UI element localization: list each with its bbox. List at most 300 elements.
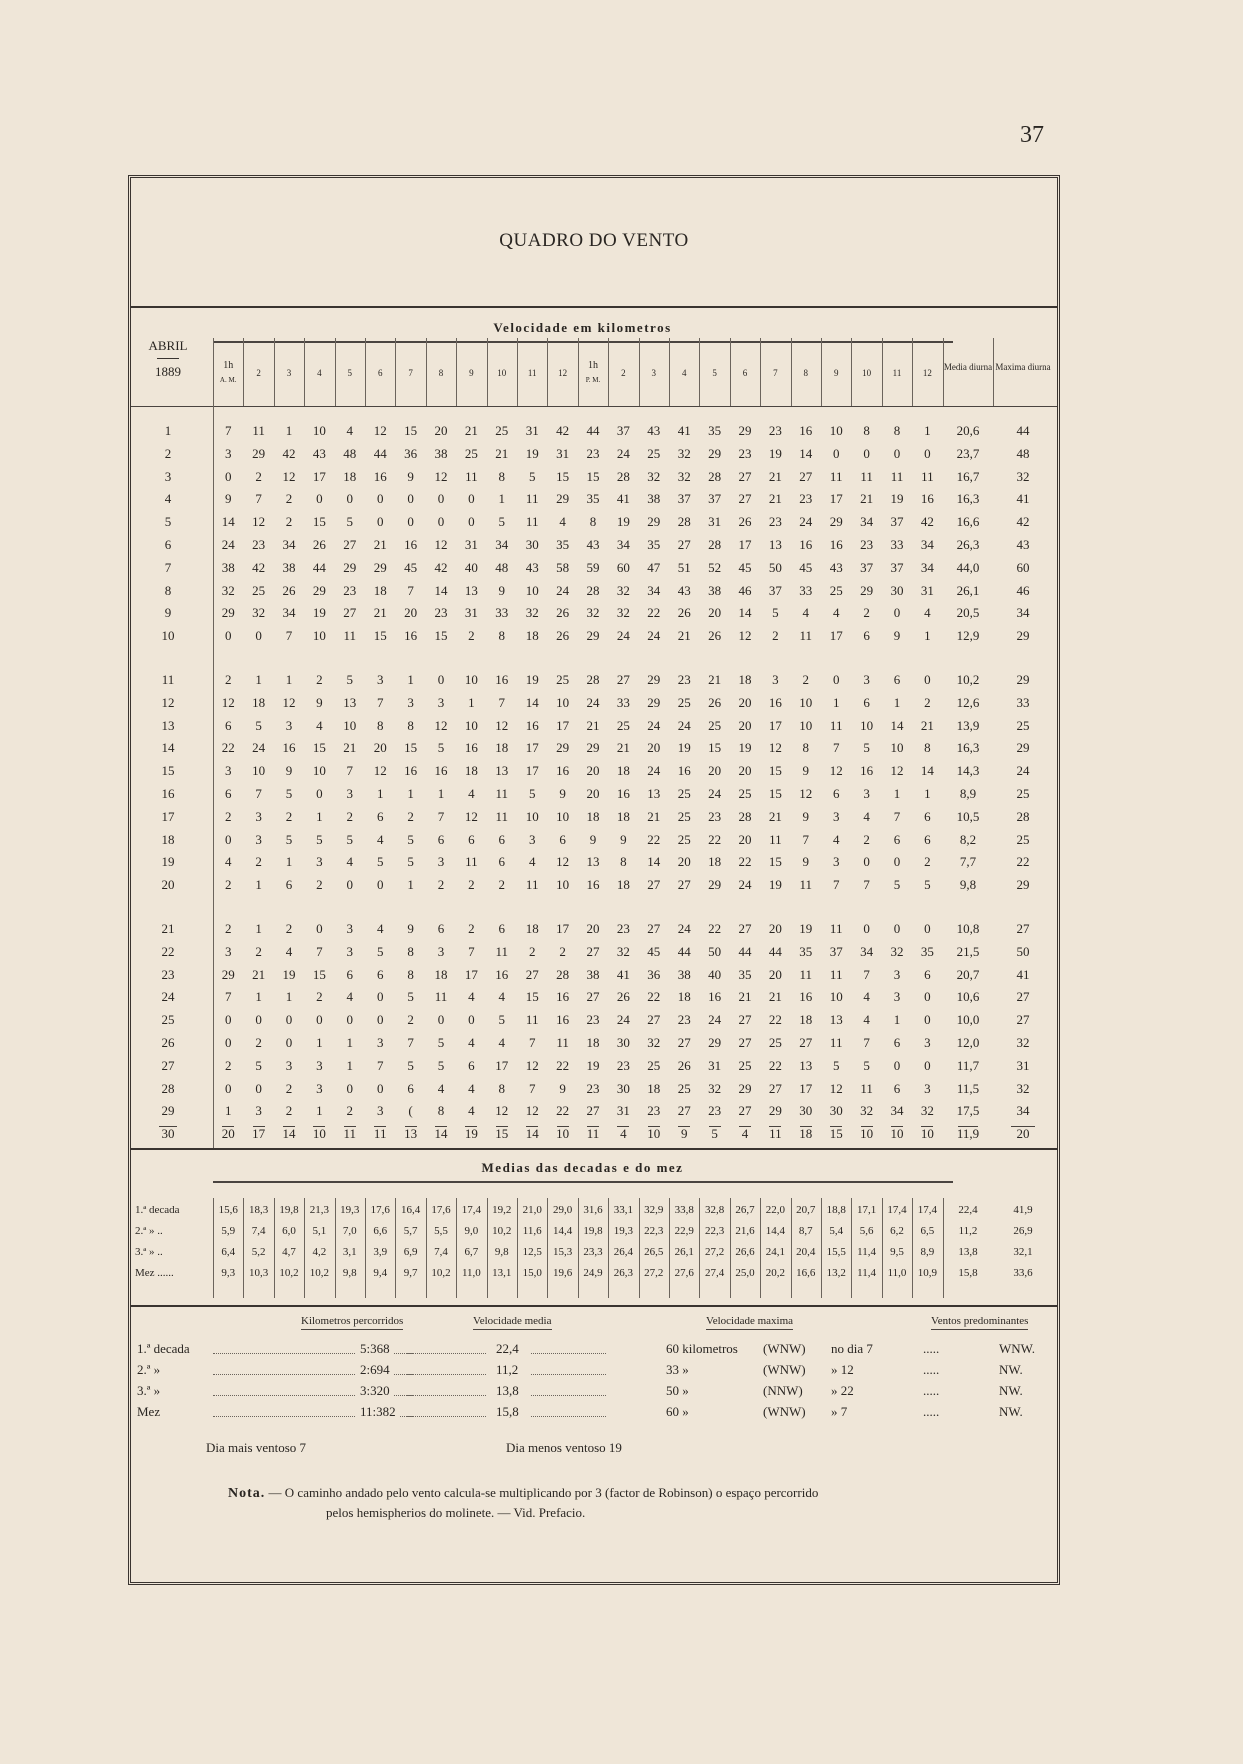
- hour-header-sub: P. M.: [585, 376, 601, 384]
- max-direction: (WNW): [763, 1362, 806, 1377]
- medias-value: 9,7: [403, 1267, 418, 1279]
- hourly-value: 21: [677, 628, 691, 644]
- hourly-value: 2: [255, 943, 262, 959]
- hourly-value: 29: [373, 559, 387, 575]
- leader-dots-text: .....: [923, 1341, 940, 1356]
- column-divider: [608, 338, 609, 406]
- hourly-value: 0: [255, 628, 262, 644]
- hourly-value: 22: [768, 1057, 782, 1073]
- hourly-value: 8: [589, 514, 597, 530]
- hourly-value: 9: [224, 491, 232, 507]
- hourly-value: 5: [863, 740, 870, 756]
- hourly-value: 31: [616, 1103, 630, 1119]
- hourly-value: 1: [316, 808, 323, 824]
- hourly-value: 34: [282, 605, 296, 621]
- hour-header: 3: [651, 368, 657, 378]
- hourly-value: 7: [285, 628, 293, 644]
- hourly-value: 2: [285, 1080, 293, 1096]
- medias-value: 6,0: [282, 1225, 296, 1237]
- hourly-value: 1: [407, 786, 414, 801]
- medias-value: 32,8: [704, 1204, 725, 1216]
- hourly-value: 23: [799, 491, 813, 507]
- hourly-value: 21: [464, 423, 478, 438]
- hourly-value: 3: [863, 786, 870, 801]
- hourly-value: 29: [860, 582, 874, 598]
- hourly-value: 48: [495, 559, 509, 575]
- summary-label: 1.ª decada: [137, 1341, 190, 1356]
- medias-value: 6,5: [920, 1225, 935, 1237]
- hourly-value: 10: [556, 808, 570, 824]
- hourly-value: 18: [525, 628, 539, 644]
- hourly-value: 36: [647, 966, 661, 982]
- hourly-value: 3: [528, 831, 536, 847]
- hourly-value: 4: [528, 854, 536, 870]
- media-diurna-value: 20,5: [956, 605, 980, 621]
- hourly-value: 7: [255, 786, 262, 801]
- hourly-value: 29: [829, 514, 843, 530]
- hourly-value: 45: [738, 559, 752, 575]
- hourly-value: 21: [768, 491, 782, 507]
- hourly-value: 0: [346, 491, 354, 507]
- hourly-value: 34: [890, 1103, 904, 1119]
- hourly-value: 0: [832, 445, 840, 461]
- dash-mark: [739, 1116, 751, 1127]
- hourly-value: 16: [677, 763, 691, 779]
- hourly-value: 11: [860, 468, 873, 484]
- hourly-value: 2: [863, 605, 870, 621]
- hourly-value: 1: [285, 672, 293, 687]
- hourly-value: 45: [799, 559, 813, 575]
- hourly-value: 1: [437, 786, 445, 801]
- hourly-value: 20: [738, 717, 752, 733]
- hourly-value: 38: [434, 445, 448, 461]
- hourly-value: 28: [677, 514, 691, 530]
- hourly-value: 7: [832, 877, 840, 893]
- hourly-value: 33: [495, 605, 509, 621]
- hourly-value: 18: [677, 989, 691, 1005]
- dash-mark: [709, 1116, 721, 1127]
- hourly-value: 22: [647, 605, 661, 621]
- hourly-value: 45: [647, 943, 661, 959]
- hourly-value: 41: [677, 423, 691, 438]
- hourly-value: 11: [829, 1035, 843, 1050]
- hourly-value: 16: [920, 491, 934, 507]
- hourly-value: 4: [437, 1080, 445, 1096]
- hourly-value: 25: [677, 1080, 691, 1096]
- maxima-diurna-value: 46: [1016, 582, 1030, 598]
- maxima-diurna-value: 20: [1016, 1126, 1030, 1142]
- hourly-value: 27: [647, 1012, 661, 1028]
- hourly-value: 6: [224, 717, 232, 733]
- hourly-value: 10: [647, 1126, 661, 1142]
- hourly-value: 19: [738, 740, 752, 756]
- column-divider: [730, 338, 731, 406]
- medias-maxima-value: 41,9: [1013, 1204, 1033, 1216]
- column-divider: [639, 338, 640, 406]
- hourly-value: 29: [312, 582, 326, 598]
- hourly-value: 17: [556, 921, 570, 936]
- hourly-value: 16: [495, 672, 509, 687]
- hourly-value: 16: [799, 537, 813, 552]
- hourly-value: 1: [316, 1103, 323, 1119]
- ventos-header: Ventos predominantes: [931, 1315, 1028, 1330]
- vel-value: 15,8: [496, 1404, 519, 1419]
- medias-value: 3,1: [342, 1246, 357, 1258]
- hourly-value: 58: [556, 559, 570, 575]
- hourly-value: 21: [373, 605, 387, 621]
- hourly-value: 14: [525, 1126, 539, 1142]
- hourly-value: 2: [863, 831, 870, 847]
- day-label: 28: [161, 1080, 175, 1096]
- hourly-value: 21: [343, 740, 357, 756]
- medias-value: 11,4: [857, 1246, 876, 1258]
- hourly-value: 4: [376, 921, 384, 936]
- column-divider: [274, 338, 275, 406]
- medias-value: 5,5: [434, 1225, 448, 1237]
- hourly-value: 7: [376, 694, 384, 710]
- hourly-value: 31: [708, 1057, 722, 1073]
- hourly-value: 8: [863, 423, 870, 438]
- medias-value: 11,0: [461, 1267, 481, 1279]
- hourly-value: 4: [346, 989, 354, 1005]
- ventos-value: NW.: [999, 1383, 1023, 1398]
- day-label: 24: [161, 989, 175, 1005]
- media-diurna-value: 20,6: [956, 423, 980, 438]
- day-label: 9: [164, 605, 172, 621]
- hourly-value: 15: [404, 740, 418, 756]
- hourly-value: 44: [373, 445, 387, 461]
- media-diurna-value: 12,6: [956, 694, 980, 710]
- hourly-value: 29: [708, 877, 722, 893]
- hourly-value: 27: [677, 1103, 691, 1119]
- hourly-value: 9: [407, 468, 414, 484]
- hourly-value: 0: [893, 445, 901, 461]
- hourly-value: 3: [893, 989, 901, 1005]
- hourly-value: 7: [863, 877, 870, 893]
- hourly-value: 12: [829, 1080, 843, 1096]
- hourly-value: 32: [708, 1080, 722, 1096]
- hourly-value: 20: [647, 740, 661, 756]
- hourly-value: 17: [799, 1080, 813, 1096]
- leader-dots-text: .....: [923, 1404, 940, 1419]
- hourly-value: 22: [221, 740, 235, 756]
- max-direction: (WNW): [763, 1341, 806, 1356]
- hourly-value: 24: [221, 537, 235, 552]
- maxima-diurna-value: 29: [1016, 877, 1030, 893]
- hour-header: 7: [408, 368, 413, 378]
- hourly-value: 8: [802, 740, 810, 756]
- dash-mark: [253, 1116, 265, 1127]
- hourly-value: 4: [376, 831, 384, 847]
- hourly-value: 8: [407, 966, 414, 982]
- hourly-value: (: [408, 1103, 413, 1119]
- vel-value: 11,2: [496, 1362, 519, 1377]
- hourly-value: 23: [343, 582, 357, 598]
- hourly-value: 14: [282, 1126, 296, 1142]
- hourly-value: 5: [346, 514, 354, 530]
- hourly-value: 47: [647, 559, 661, 575]
- hourly-value: 6: [437, 921, 445, 936]
- hourly-value: 26: [556, 628, 570, 644]
- dash-mark: [405, 1116, 417, 1127]
- hourly-value: 13: [495, 763, 509, 779]
- hourly-value: 11: [769, 831, 782, 847]
- hourly-value: 18: [525, 921, 539, 936]
- hourly-value: 17: [495, 1057, 509, 1073]
- hourly-value: 7: [468, 943, 475, 959]
- column-divider: [395, 338, 396, 406]
- maxima-diurna-value: 29: [1016, 628, 1030, 644]
- hourly-value: 23: [586, 445, 600, 461]
- hourly-value: 2: [437, 877, 445, 893]
- hour-header: 9: [833, 368, 839, 378]
- hourly-value: 9: [407, 921, 414, 936]
- column-divider: [912, 338, 913, 406]
- dash-mark: [769, 1116, 781, 1127]
- hourly-value: 7: [863, 1035, 870, 1050]
- hourly-value: 18: [495, 740, 509, 756]
- hourly-value: 0: [924, 445, 931, 461]
- hourly-value: 36: [404, 445, 418, 461]
- hourly-value: 29: [252, 445, 266, 461]
- medias-value: 24,1: [765, 1246, 785, 1258]
- hourly-value: 0: [407, 514, 414, 530]
- maxima-diurna-value: 27: [1016, 989, 1030, 1005]
- maxima-diurna-value: 44: [1016, 423, 1030, 438]
- hourly-value: 30: [829, 1103, 843, 1119]
- medias-value: 19,2: [492, 1204, 512, 1216]
- medias-value: 14,4: [552, 1225, 573, 1237]
- hourly-value: 9: [802, 854, 810, 870]
- hourly-value: 0: [224, 831, 232, 847]
- hourly-value: 7: [832, 740, 840, 756]
- hour-header-sub: A. M.: [219, 376, 237, 384]
- hourly-value: 18: [252, 694, 266, 710]
- hourly-value: 17: [525, 740, 539, 756]
- hourly-value: 23: [616, 921, 630, 936]
- hourly-value: 18: [434, 966, 448, 982]
- hourly-value: 34: [920, 537, 934, 552]
- hourly-value: 2: [316, 877, 323, 893]
- hourly-value: 32: [890, 943, 904, 959]
- hourly-value: 17: [525, 763, 539, 779]
- hourly-value: 24: [556, 582, 570, 598]
- hourly-value: 25: [677, 808, 691, 824]
- hourly-value: 14: [434, 582, 448, 598]
- hourly-value: 21: [708, 672, 722, 687]
- medias-value: 15,5: [826, 1246, 846, 1258]
- medias-value: 5,2: [251, 1246, 266, 1258]
- hourly-value: 27: [799, 1035, 813, 1050]
- hourly-value: 23: [708, 1103, 722, 1119]
- hourly-value: 16: [799, 989, 813, 1005]
- media-diurna-value: 11,7: [956, 1057, 980, 1073]
- medias-value: 13,1: [492, 1267, 512, 1279]
- hourly-value: 2: [316, 989, 323, 1005]
- hourly-value: 16: [556, 1012, 570, 1028]
- hourly-value: 10: [312, 763, 326, 779]
- hourly-value: 16: [829, 537, 843, 552]
- hourly-value: 14: [525, 694, 539, 710]
- hourly-value: 15: [829, 1126, 843, 1142]
- hourly-value: 23: [586, 1012, 600, 1028]
- month-label: ABRIL: [148, 338, 188, 353]
- hourly-value: 7: [528, 1080, 536, 1096]
- maxima-diurna-value: 32: [1016, 468, 1030, 484]
- max-header: Velocidade maxima: [706, 1315, 793, 1330]
- hourly-value: 5: [528, 786, 536, 801]
- hourly-value: 29: [221, 605, 235, 621]
- hourly-value: 60: [616, 559, 630, 575]
- hourly-value: 23: [586, 1080, 600, 1096]
- hourly-value: 20: [708, 605, 722, 621]
- hourly-value: 29: [647, 514, 661, 530]
- hourly-value: 3: [316, 854, 323, 870]
- hourly-value: 21: [252, 966, 266, 982]
- hourly-value: 1: [924, 423, 931, 438]
- medias-value: 20,4: [796, 1246, 816, 1258]
- dia-mais-ventoso: Dia mais ventoso 7: [206, 1440, 307, 1455]
- hourly-value: 10: [312, 1126, 326, 1142]
- hourly-value: 17: [738, 537, 752, 552]
- medias-value: 7,4: [251, 1225, 266, 1237]
- hourly-value: 44: [677, 943, 691, 959]
- hourly-value: 43: [312, 445, 326, 461]
- hourly-value: 32: [677, 468, 691, 484]
- medias-value: 9,4: [373, 1267, 388, 1279]
- column-divider: [365, 338, 366, 406]
- hourly-value: 7: [255, 491, 262, 507]
- leader-dots: [531, 1383, 606, 1396]
- hourly-value: 6: [376, 966, 384, 982]
- hourly-value: 38: [647, 491, 661, 507]
- hourly-value: 20: [738, 694, 752, 710]
- hourly-value: 26: [738, 514, 752, 530]
- hourly-value: 33: [799, 582, 813, 598]
- hourly-value: 24: [647, 628, 661, 644]
- hourly-value: 15: [312, 514, 326, 530]
- maxima-diurna-value: 48: [1016, 445, 1030, 461]
- hourly-value: 25: [738, 1057, 752, 1073]
- hourly-value: 13: [799, 1057, 813, 1073]
- column-divider: [760, 338, 761, 406]
- hourly-value: 19: [799, 921, 813, 936]
- hourly-value: 29: [708, 1035, 722, 1050]
- hourly-value: 17: [252, 1126, 266, 1142]
- hourly-value: 19: [586, 1057, 600, 1073]
- year-label: 1889: [155, 364, 181, 379]
- hourly-value: 3: [832, 854, 840, 870]
- medias-value: 17,4: [887, 1204, 907, 1216]
- hourly-value: 0: [224, 1035, 232, 1050]
- hourly-value: 3: [316, 1080, 323, 1096]
- hour-header: 4: [681, 368, 687, 378]
- hourly-value: 2: [772, 628, 779, 644]
- hourly-value: 35: [647, 537, 661, 552]
- hourly-value: 12: [434, 468, 448, 484]
- hourly-value: 15: [768, 854, 782, 870]
- medias-value: 6,9: [403, 1246, 418, 1258]
- hourly-value: 17: [829, 491, 843, 507]
- max-direction: (NNW): [763, 1383, 803, 1398]
- hourly-value: 2: [528, 943, 536, 959]
- hourly-value: 15: [434, 628, 448, 644]
- hourly-value: 8: [407, 943, 414, 959]
- hourly-value: 42: [282, 445, 296, 461]
- day-label: 19: [161, 854, 175, 870]
- hourly-value: 37: [708, 491, 722, 507]
- hourly-value: 5: [285, 831, 293, 847]
- medias-value: 5,6: [859, 1225, 874, 1237]
- hour-header: 9: [469, 368, 474, 378]
- daily-bottom-rule: [131, 1148, 1057, 1150]
- hourly-value: 42: [252, 559, 266, 575]
- hourly-value: 4: [468, 989, 475, 1005]
- hourly-value: 3: [376, 1103, 384, 1119]
- hourly-value: 3: [285, 1057, 293, 1073]
- hourly-value: 13: [647, 786, 661, 801]
- hourly-value: 11: [525, 514, 539, 530]
- hourly-value: 20: [586, 763, 600, 779]
- ventos-value: NW.: [999, 1404, 1023, 1419]
- medias-maxima-value: 26,9: [1013, 1225, 1033, 1237]
- hourly-value: 0: [316, 786, 323, 801]
- maxima-diurna-value: 29: [1016, 740, 1030, 756]
- hourly-value: 28: [708, 468, 722, 484]
- hourly-value: 23: [708, 808, 722, 824]
- hourly-value: 26: [282, 582, 296, 598]
- hourly-value: 37: [860, 559, 874, 575]
- hourly-value: 29: [556, 740, 570, 756]
- hourly-value: 4: [832, 831, 840, 847]
- hour-header: 12: [922, 368, 932, 378]
- column-divider: [213, 338, 214, 1148]
- hourly-value: 8: [498, 1080, 506, 1096]
- hourly-value: 11: [769, 1126, 782, 1142]
- hourly-value: 0: [285, 1012, 293, 1028]
- hourly-value: 15: [495, 1126, 509, 1142]
- media-diurna-value: 10,5: [956, 808, 980, 824]
- hourly-value: 12: [221, 694, 235, 710]
- hourly-value: 10: [829, 989, 843, 1005]
- hourly-value: 43: [525, 559, 539, 575]
- hourly-value: 20: [404, 605, 418, 621]
- hourly-value: 32: [586, 605, 600, 621]
- hourly-value: 0: [924, 921, 931, 936]
- medias-value: 11,6: [522, 1225, 542, 1237]
- hourly-value: 22: [556, 1057, 570, 1073]
- hourly-value: 35: [738, 966, 752, 982]
- hourly-value: 0: [376, 491, 384, 507]
- hourly-value: 24: [586, 694, 600, 710]
- hourly-value: 41: [616, 491, 630, 507]
- hourly-value: 7: [224, 423, 232, 438]
- hourly-value: 8: [407, 717, 414, 733]
- hourly-value: 0: [893, 605, 901, 621]
- hourly-value: 8: [376, 717, 384, 733]
- medias-value: 19,8: [279, 1204, 299, 1216]
- day-label: 30: [161, 1126, 175, 1142]
- medias-value: 5,1: [312, 1225, 327, 1237]
- hourly-value: 13: [343, 694, 357, 710]
- hourly-value: 20: [708, 763, 722, 779]
- hourly-value: 20: [586, 921, 600, 936]
- hourly-value: 10: [556, 1126, 570, 1142]
- hourly-value: 1: [285, 423, 293, 438]
- hourly-value: 16: [434, 763, 448, 779]
- hourly-value: 2: [316, 672, 323, 687]
- hourly-value: 18: [738, 672, 752, 687]
